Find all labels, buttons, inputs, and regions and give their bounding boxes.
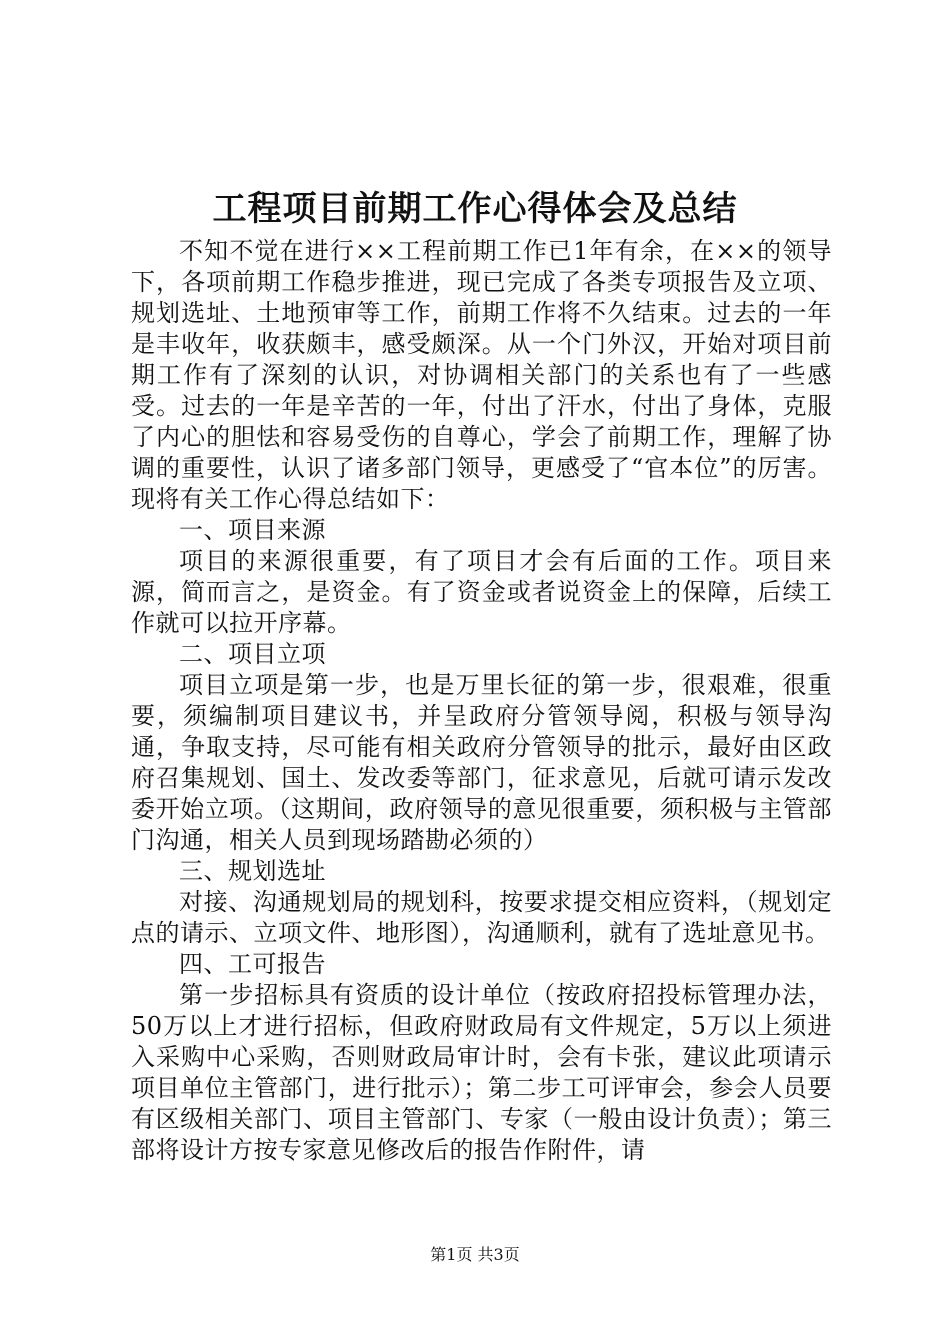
paragraph-project-approval: 项目立项是第一步，也是万里长征的第一步，很艰难，很重要，须编制项目建议书，并呈政府分管领导阅，积极与领导沟通，争取支持，尽可能有相关政府分管领导的批示，最好由区政府召集规划、国土、发改委等部门，征求意见，后就可请示发改委开始立项。（这期间，政府领导的意见很重要，须积极与主管部门沟通，相关人员到现场踏勘必须的） bbox=[131, 671, 832, 854]
paragraph-intro: 不知不觉在进行××工程前期工作已1年有余，在××的领导下，各项前期工作稳步推进，现已完成了各类专项报告及立项、规划选址、土地预审等工作，前期工作将不久结束。过去的一年是丰收年，收获颇丰，感受颇深。从一个门外汉，开始对项目前期工作有了深刻的认识，对协调相关部门的关系也有了一些感受。过去的一年是辛苦的一年，付出了汗水，付出了身体，克服了内心的胆怯和容易受伤的自尊心，学会了前期工作，理解了协调的重要性，认识了诸多部门领导，更感受了“官本位”的厉害。现将有关工作心得总结如下： bbox=[131, 237, 832, 513]
section-heading-2: 二、项目立项 bbox=[179, 640, 326, 668]
paragraph-site-selection: 对接、沟通规划局的规划科，按要求提交相应资料，（规划定点的请示、立项文件、地形图），沟通顺利，就有了选址意见书。 bbox=[131, 888, 832, 947]
section-heading-3: 三、规划选址 bbox=[179, 857, 326, 885]
section-heading-1: 一、项目来源 bbox=[179, 516, 326, 544]
paragraph-feasibility-report: 第一步招标具有资质的设计单位（按政府招投标管理办法，50万以上才进行招标，但政府财政局有文件规定，5万以上须进入采购中心采购，否则财政局审计时，会有卡张，建议此项请示项目单位主管部门，进行批示）；第二步工可评审会，参会人员要有区级相关部门、项目主管部门、专家（一般由设计负责）；第三部将设计方按专家意见修改后的报告作附件，请 bbox=[131, 981, 832, 1164]
section-heading-4: 四、工可报告 bbox=[179, 950, 326, 978]
document-body bbox=[131, 236, 832, 1166]
document-title: 工程项目前期工作心得体会及总结 bbox=[212, 189, 738, 229]
paragraph-project-source: 项目的来源很重要，有了项目才会有后面的工作。项目来源，简而言之，是资金。有了资金或者说资金上的保障，后续工作就可以拉开序幕。 bbox=[131, 547, 832, 637]
page-footer: 第1页 共3页 bbox=[430, 1245, 520, 1264]
